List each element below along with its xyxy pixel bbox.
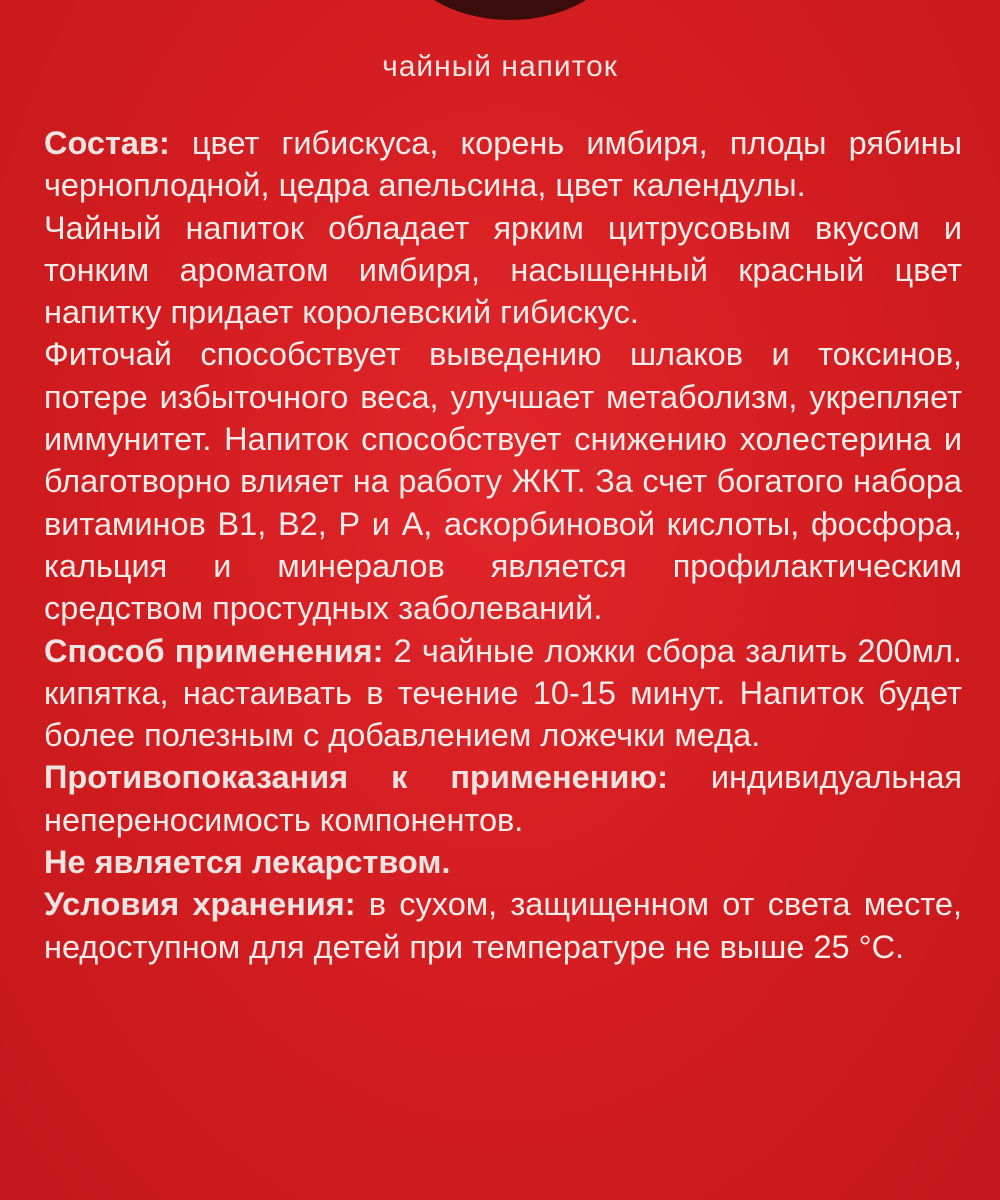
not-medicine-notice: Не является лекарством. <box>44 844 451 881</box>
composition-paragraph <box>44 122 962 207</box>
contraindications-label: Противопоказания к применению: <box>44 759 668 796</box>
usage-paragraph <box>44 630 962 757</box>
storage-text: в сухом, защищенном от света месте, недоступном для детей при температуре не выше 25 °С. <box>44 886 962 965</box>
usage-label: Способ применения: <box>44 632 384 669</box>
product-subtitle: чайный напиток <box>382 50 618 83</box>
description-paragraph-1: Чайный напиток обладает ярким цитрусовым вкусом и тонким ароматом имбиря, насыщенный красный цвет напитку придает королевский гибискус. <box>44 209 962 331</box>
storage-paragraph <box>44 883 962 968</box>
description-paragraph-2: Фиточай способствует выведению шлаков и токсинов, потере избыточного веса, улучшает метаболизм, укрепляет иммунитет. Напиток способствует снижению холестерина и благотворно влияет на работу ЖКТ. За счет богатого набора витаминов В1, В2, Р и А, аскорбиновой кислоты, фосфора, кальция и минералов является профилактическим средством простудных заболеваний. <box>44 336 962 627</box>
contraindications-text: индивидуальная непереносимость компонентов. <box>44 759 962 838</box>
usage-text: 2 чайные ложки сбора залить 200мл. кипятка, настаивать в течение 10-15 минут. Напиток будет более полезным с добавлением ложечки меда. <box>44 632 962 754</box>
label-text-block <box>44 122 962 968</box>
contraindications-paragraph <box>44 756 962 841</box>
package-lid-shape <box>395 0 625 20</box>
composition-text: цвет гибискуса, корень имбиря, плоды рябины черноплодной, цедра апельсина, цвет календулы. <box>44 125 962 204</box>
composition-label: Состав: <box>44 125 170 161</box>
storage-label: Условия хранения: <box>44 886 356 923</box>
